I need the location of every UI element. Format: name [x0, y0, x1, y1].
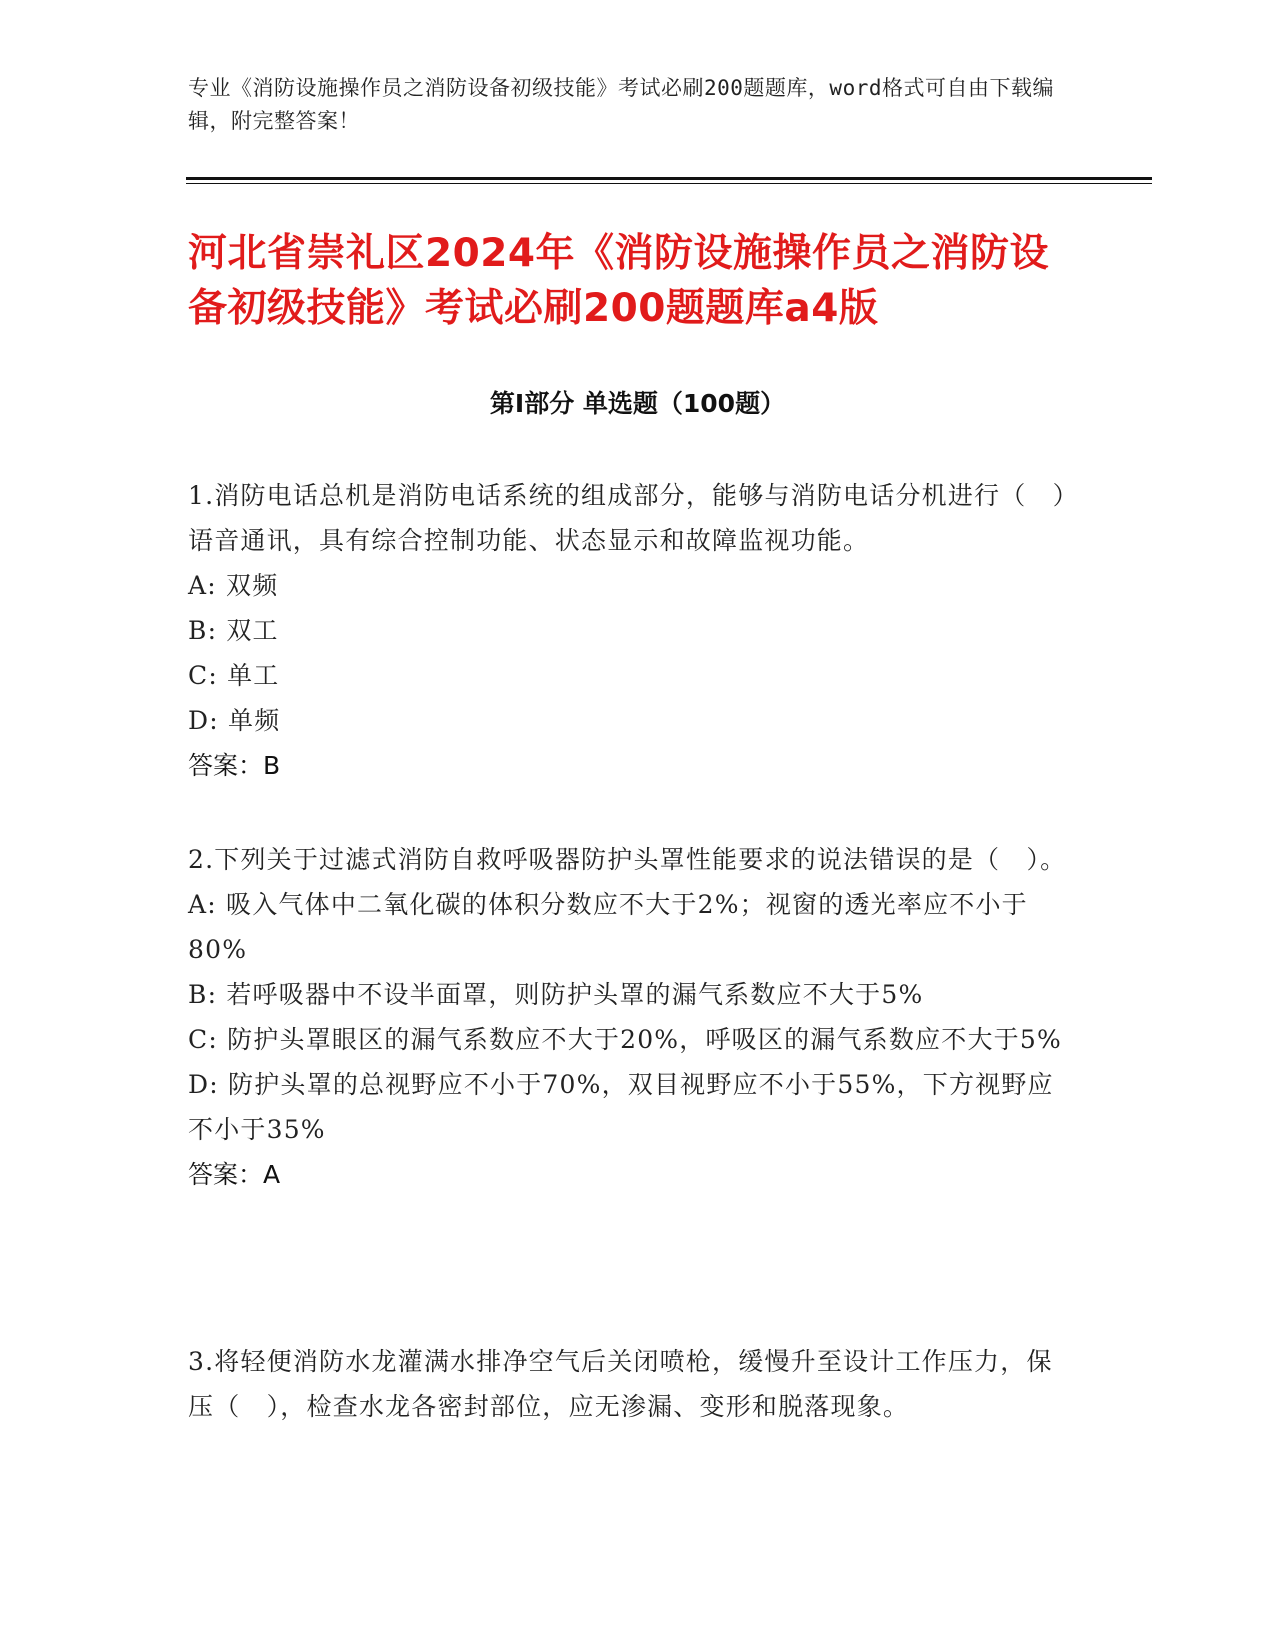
answer-line: 答案：A [188, 1160, 281, 1189]
option-a: A: 吸入气体中二氧化碳的体积分数应不大于2%；视窗的透光率应不小于80% [188, 890, 1028, 964]
option-d: D: 防护头罩的总视野应不小于70%，双目视野应不小于55%，下方视野应不小于35% [188, 1070, 1054, 1144]
question-3 [188, 1339, 1068, 1429]
option-d: D: 单频 [188, 706, 281, 735]
header-note: 专业《消防设施操作员之消防设备初级技能》考试必刷200题题库，word格式可自由下载编辑，附完整答案！ [188, 76, 1054, 133]
question-stem: 2.下列关于过滤式消防自救呼吸器防护头罩性能要求的说法错误的是（ ）。 [188, 845, 1067, 874]
header-divider-thick [186, 177, 1152, 180]
option-b: B: 若呼吸器中不设半面罩，则防护头罩的漏气系数应不大于5% [188, 980, 924, 1009]
question-2 [188, 837, 1068, 1197]
question-stem: 3.将轻便消防水龙灌满水排净空气后关闭喷枪，缓慢升至设计工作压力，保压（ ），检查水龙各密封部位，应无渗漏、变形和脱落现象。 [188, 1347, 1053, 1421]
question-stem: 1.消防电话总机是消防电话系统的组成部分，能够与消防电话分机进行（ ）语音通讯，具有综合控制功能、状态显示和故障监视功能。 [188, 481, 1067, 555]
option-c: C: 防护头罩眼区的漏气系数应不大于20%，呼吸区的漏气系数应不大于5% [188, 1025, 1062, 1054]
header-divider-thin [186, 183, 1152, 184]
option-a: A: 双频 [188, 571, 279, 600]
option-b: B: 双工 [188, 616, 279, 645]
option-c: C: 单工 [188, 661, 280, 690]
section-heading: 第I部分 单选题（100题） [489, 389, 786, 418]
document-title: 河北省崇礼区2024年《消防设施操作员之消防设备初级技能》考试必刷200题题库a4版 [188, 231, 1050, 331]
question-1 [188, 473, 1068, 788]
answer-line: 答案：B [188, 751, 281, 780]
